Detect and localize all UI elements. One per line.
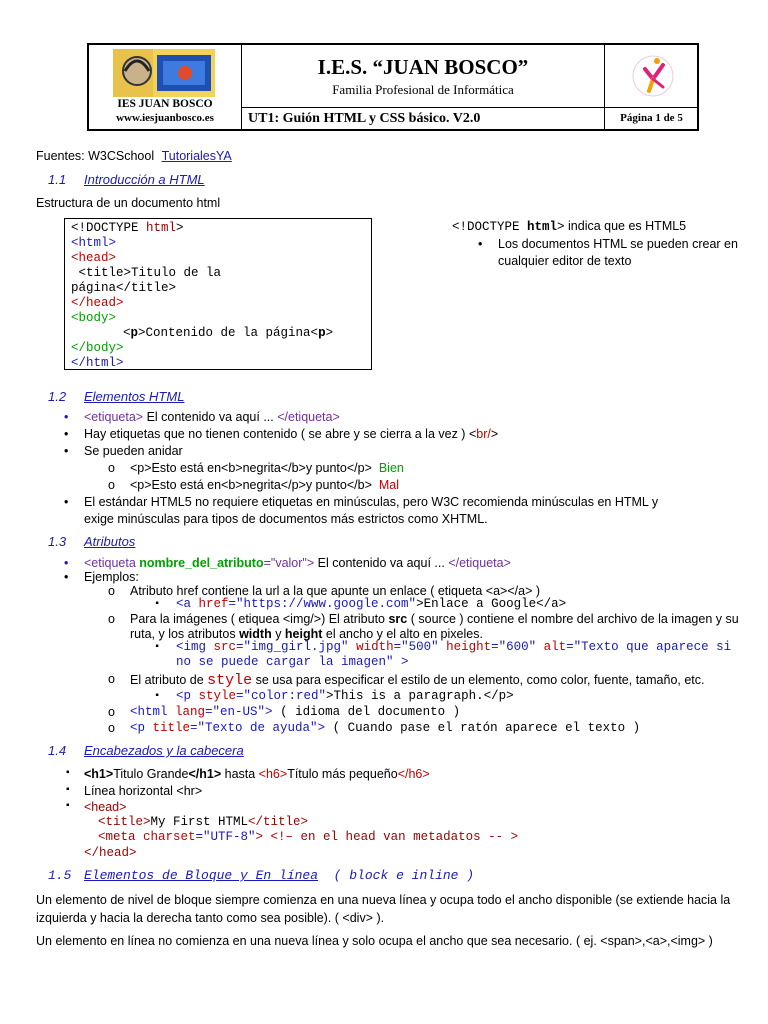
section-title[interactable]: Elementos HTML (84, 389, 185, 404)
code-line: </head> (84, 846, 137, 860)
list-item: • <etiqueta> El contenido va aquí ... </etiqueta> (64, 410, 340, 424)
code-example-style: ▪ <p style="color:red">This is a paragraph.</p> (154, 689, 514, 703)
sources-line (36, 149, 232, 163)
list-item: • El estándar HTML5 no requiere etiquetas en minúsculas, pero W3C recomienda minúsculas en HTML y exige minúsculas para tipos de documentos más estrictos como XHTML. (64, 495, 659, 526)
header-table (87, 43, 699, 131)
code-example-img: ▪ <img src="img_girl.jpg" width="500" height="600" alt="Texto que aparece si no se puede cargar la imagen" > (154, 640, 732, 669)
square-bullet-icon: ▪ (154, 642, 161, 653)
square-bullet-icon: ▪ (66, 784, 70, 795)
document-title: UT1: Guión HTML y CSS básico. V2.0 (248, 111, 481, 126)
section-title[interactable]: Atributos (84, 534, 136, 549)
sub-list-item: o Atributo href contiene la url a la que apunte un enlace ( etiqueta <a></a> ) (108, 584, 541, 598)
sub-list-item: o <p title="Texto de ayuda"> ( Cuando pase el ratón aparece el texto ) (108, 721, 641, 735)
code-line: <html> (71, 236, 117, 250)
bullet-icon: • (64, 556, 69, 570)
school-name: IES JUAN BOSCO (117, 98, 213, 110)
section-1-1-heading (48, 172, 205, 187)
verdict-bad: Mal (378, 478, 399, 492)
section-1-5-heading: 1.5 Elementos de Bloque y En línea ( block e inline ) (48, 868, 475, 883)
code-line: <meta charset="UTF-8"> <!– en el head van metadatos -- > (98, 830, 519, 844)
section-title[interactable]: Encabezados y la cabecera (84, 743, 244, 758)
school-logo-cell (89, 45, 242, 129)
circle-bullet-icon: o (108, 612, 115, 626)
sources-label: Fuentes: W3CSchool (36, 149, 155, 163)
list-item: ▪ <head> (66, 800, 127, 814)
code-line: <title>My First HTML</title> (98, 815, 309, 829)
list-item: • Ejemplos: (64, 570, 139, 584)
circle-bullet-icon: o (108, 478, 115, 492)
list-item: ▪ Línea horizontal <hr> (66, 784, 203, 798)
sub-list-item: o <p>Esto está en<b>negrita</b>y punto</p> Bien (108, 461, 404, 475)
code-line: </html> (71, 356, 124, 370)
page-subtitle: Familia Profesional de Informática (332, 82, 514, 97)
square-bullet-icon: ▪ (66, 800, 70, 811)
education-logo-cell (604, 45, 698, 107)
sub-list-item: o Para la imágenes ( etiquea <img/>) El atributo src ( source ) contiene el nombre del archivo de la imagen y su ruta, y los atributos width y height el ancho y el alto en pixeles. (108, 612, 739, 641)
section-title[interactable]: Introducción a HTML (84, 172, 205, 187)
bullet-icon: • (478, 237, 483, 251)
code-block (71, 221, 367, 371)
page-number-cell (604, 108, 698, 129)
sub-list-item: o El atributo de style se usa para especificar el estilo de un elemento, como color, fuente, tamaño, etc. (108, 672, 705, 689)
tutoriales-link[interactable]: TutorialesYA (161, 149, 232, 163)
bullet-icon: • (64, 444, 69, 458)
code-line: </body> (71, 341, 124, 355)
structure-intro: Estructura de un documento html (36, 196, 221, 210)
inline-element-paragraph: Un elemento en línea no comienza en una nueva línea y solo ocupa el ancho que sea necesario. ( ej. <span>,<a>,<img> ) (36, 934, 713, 948)
html-structure-code-box (64, 218, 372, 370)
code-line: <body> (71, 311, 117, 325)
bullet-icon: • (64, 427, 69, 441)
page-number: Página 1 de 5 (620, 112, 683, 124)
square-bullet-icon: ▪ (66, 767, 70, 778)
section-1-3-heading: 1.3 Atributos (48, 534, 136, 549)
code-line: <title>Titulo de la (78, 266, 222, 280)
sub-list-item: o <html lang="en-US"> ( idioma del documento ) (108, 705, 461, 719)
doctype-note: <!DOCTYPE html> indica que es HTML5 (452, 219, 687, 234)
section-number: 1.1 (48, 172, 67, 187)
circle-bullet-icon: o (108, 672, 115, 686)
section-1-2-heading: 1.2 Elementos HTML (48, 389, 185, 404)
editor-note: • Los documentos HTML se pueden crear en cualquier editor de texto (478, 237, 738, 268)
circle-bullet-icon: o (108, 461, 115, 475)
circle-bullet-icon: o (108, 584, 115, 598)
code-line: <head> (71, 251, 117, 265)
code-line: <p>Contenido de la página<p> (123, 326, 334, 340)
list-item: • Se pueden anidar (64, 444, 183, 458)
code-line: página</title> (71, 281, 177, 295)
square-bullet-icon: ▪ (154, 691, 161, 702)
code-line: <!DOCTYPE html> (71, 221, 184, 235)
bullet-icon: • (64, 495, 69, 509)
education-logo (629, 51, 677, 101)
square-bullet-icon: ▪ (154, 599, 161, 610)
page-title: I.E.S. “JUAN BOSCO” (317, 55, 529, 79)
list-item: • Hay etiquetas que no tienen contenido ( se abre y se cierra a la vez ) <br/> (64, 427, 499, 441)
bullet-icon: • (64, 570, 69, 584)
circle-bullet-icon: o (108, 705, 115, 719)
sub-list-item: o <p>Esto está en<b>negrita</p>y punto</b> Mal (108, 478, 399, 492)
block-element-paragraph: Un elemento de nivel de bloque siempre comienza en una nueva línea y ocupa todo el ancho disponible (se extiende hacia la izquierda y hacia la derecha tanto como sea posible). ( <div> ). (36, 893, 731, 925)
school-logo-image (113, 49, 215, 97)
school-website: www.iesjuanbosco.es (116, 112, 214, 124)
section-1-4-heading: 1.4 Encabezados y la cabecera (48, 743, 244, 758)
bullet-icon: • (64, 410, 69, 424)
circle-bullet-icon: o (108, 721, 115, 735)
header-center (242, 45, 697, 129)
code-example-href: ▪ <a href="https://www.google.com">Enlace a Google</a> (154, 597, 567, 611)
list-item: • <etiqueta nombre_del_atributo="valor"> El contenido va aquí ... </etiqueta> (64, 556, 511, 570)
section-title[interactable]: Elementos de Bloque y En línea (84, 868, 319, 883)
code-line: </head> (71, 296, 124, 310)
list-item: ▪ <h1>Titulo Grande</h1> hasta <h6>Título más pequeño</h6> (66, 767, 430, 781)
verdict-good: Bien (378, 461, 404, 475)
